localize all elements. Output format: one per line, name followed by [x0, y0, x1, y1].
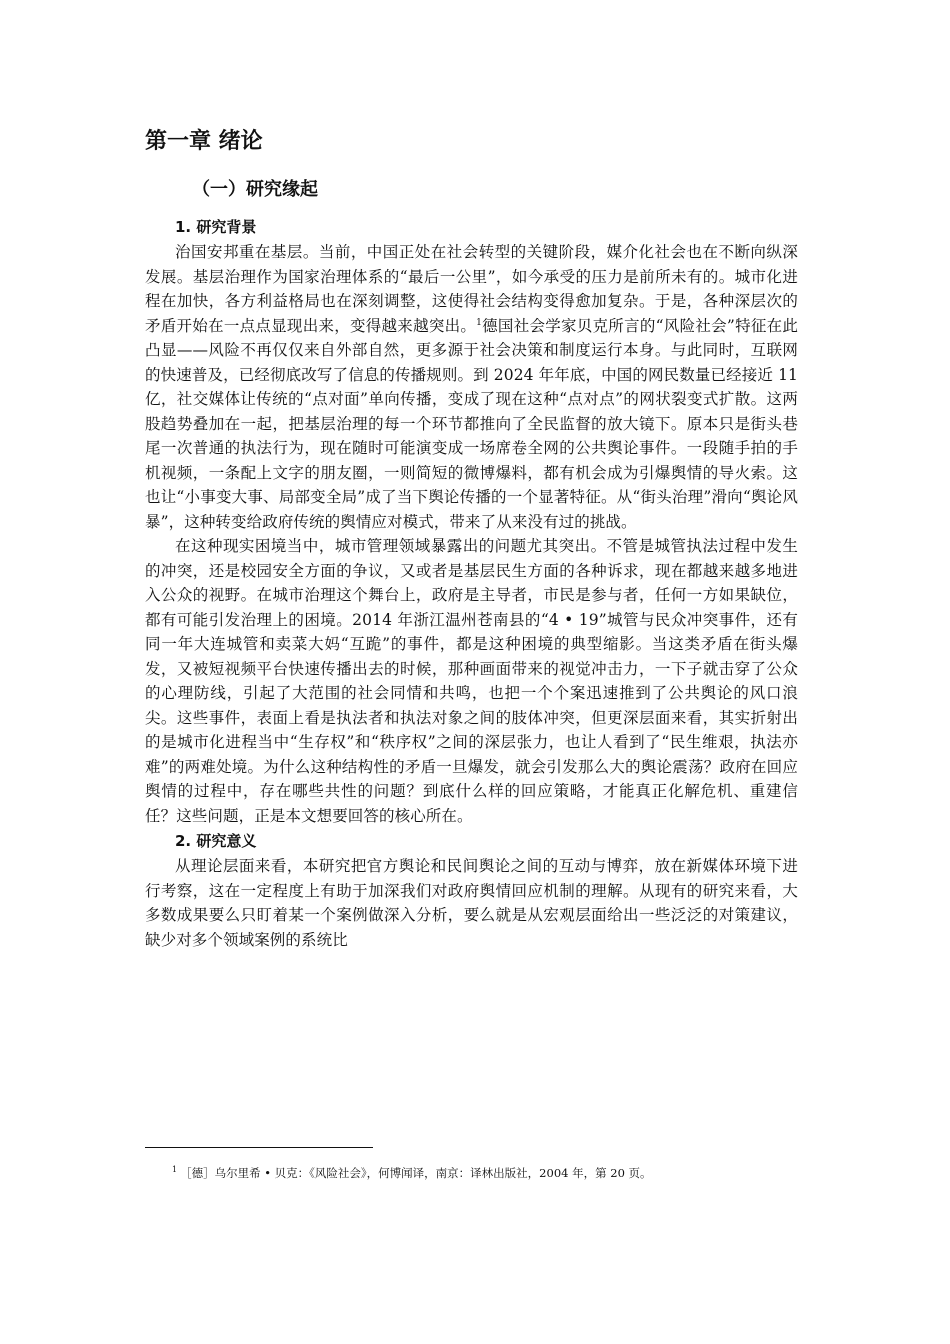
footnote-text: ［德］乌尔里希 • 贝克：《风险社会》，何博闻译，南京：译林出版社，2004 年，第 20 页。 — [180, 1166, 652, 1180]
subsection-heading-background: 1. 研究背景 — [175, 218, 257, 236]
paragraph-significance-1: 从理论层面来看，本研究把官方舆论和民间舆论之间的互动与博弈，放在新媒体环境下进行考察，这在一定程度上有助于加深我们对政府舆情回应机制的理解。从现有的研究来看，大多数成果要么只盯着某一个案例做深入分析，要么就是从宏观层面给出一些泛泛的对策建议，缺少对多个领域案例的系统比 — [145, 857, 798, 949]
body-text — [145, 214, 798, 952]
paragraph-background-2: 在这种现实困境当中，城市管理领域暴露出的问题尤其突出。不管是城管执法过程中发生的冲突，还是校园安全方面的争议，又或者是基层民生方面的各种诉求，现在都越来越多地进入公众的视野。在城市治理这个舞台上，政府是主导者，市民是参与者，任何一方如果缺位，都有可能引发治理上的困境。2014 年浙江温州苍南县的“4 • 19”城管与民众冲突事件，还有同一年大连城管和卖菜大妈“互跪”的事件，都是这种困境的典型缩影。当这类矛盾在街头爆发，又被短视频平台快速传播出去的时候，那种画面带来的视觉冲击力，一下子就击穿了公众的心理防线，引起了大范围的社会同情和共鸣，也把一个个案迅速推到了公共舆论的风口浪尖。这些事件，表面上看是执法者和执法对象之间的肢体冲突，但更深层面来看，其实折射出的是城市化进程当中“生存权”和“秩序权”之间的深层张力，也让人看到了“民生维艰，执法亦难”的两难处境。为什么这种结构性的矛盾一旦爆发，就会引发那么大的舆论震荡？政府在回应舆情的过程中，存在哪些共性的问题？到底什么样的回应策略，才能真正化解危机、重建信任？这些问题，正是本文想要回答的核心所在。 — [145, 537, 798, 825]
paragraph-background-1 — [145, 240, 798, 534]
footnote-mark: 1 — [172, 1165, 178, 1175]
paragraph-text: 德国社会学家贝克所言的“风险社会”特征在此凸显——风险不再仅仅来自外部自然，更多源于社会决策和制度运行本身。与此同时，互联网的快速普及，已经彻底改写了信息的传播规则。到 2024 年年底，中国的网民数量已经接近 11 亿，社交媒体让传统的“点对面”单向传播，变成了现在这种“点对点”的网状裂变式扩散。这两股趋势叠加在一起，把基层治理的每一个环节都推向了全民监督的放大镜下。原本只是街头巷尾一次普通的执法行为，现在随时可能演变成一场席卷全网的公共舆论事件。一段随手拍的手机视频，一条配上文字的朋友圈，一则简短的微博爆料，都有机会成为引爆舆情的导火索。这也让“小事变大事、局部变全局”成了当下舆论传播的一个显著特征。从“街头治理”滑向“舆论风暴”，这种转变给政府传统的舆情应对模式，带来了从来没有过的挑战。 — [145, 316, 798, 531]
chapter-title: 第一章 绪论 — [145, 129, 263, 154]
footnote — [172, 1164, 812, 1182]
subsection-heading-significance: 2. 研究意义 — [175, 832, 257, 850]
paragraph-text: 治国安邦重在基层。当前，中国正处在社会转型的关键阶段，媒介化社会也在不断向纵深发展。基层治理作为国家治理体系的“最后一公里”，如今承受的压力是前所未有的。城市化进程在加快，各方利益格局也在深刻调整，这使得社会结构变得愈加复杂。于是，各种深层次的矛盾开始在一点点显现出来，变得越来越突出。 — [145, 243, 798, 335]
section-title: （一）研究缘起 — [192, 179, 318, 200]
footnote-separator — [145, 1147, 373, 1148]
footnote-reference[interactable]: 1 — [476, 317, 482, 328]
